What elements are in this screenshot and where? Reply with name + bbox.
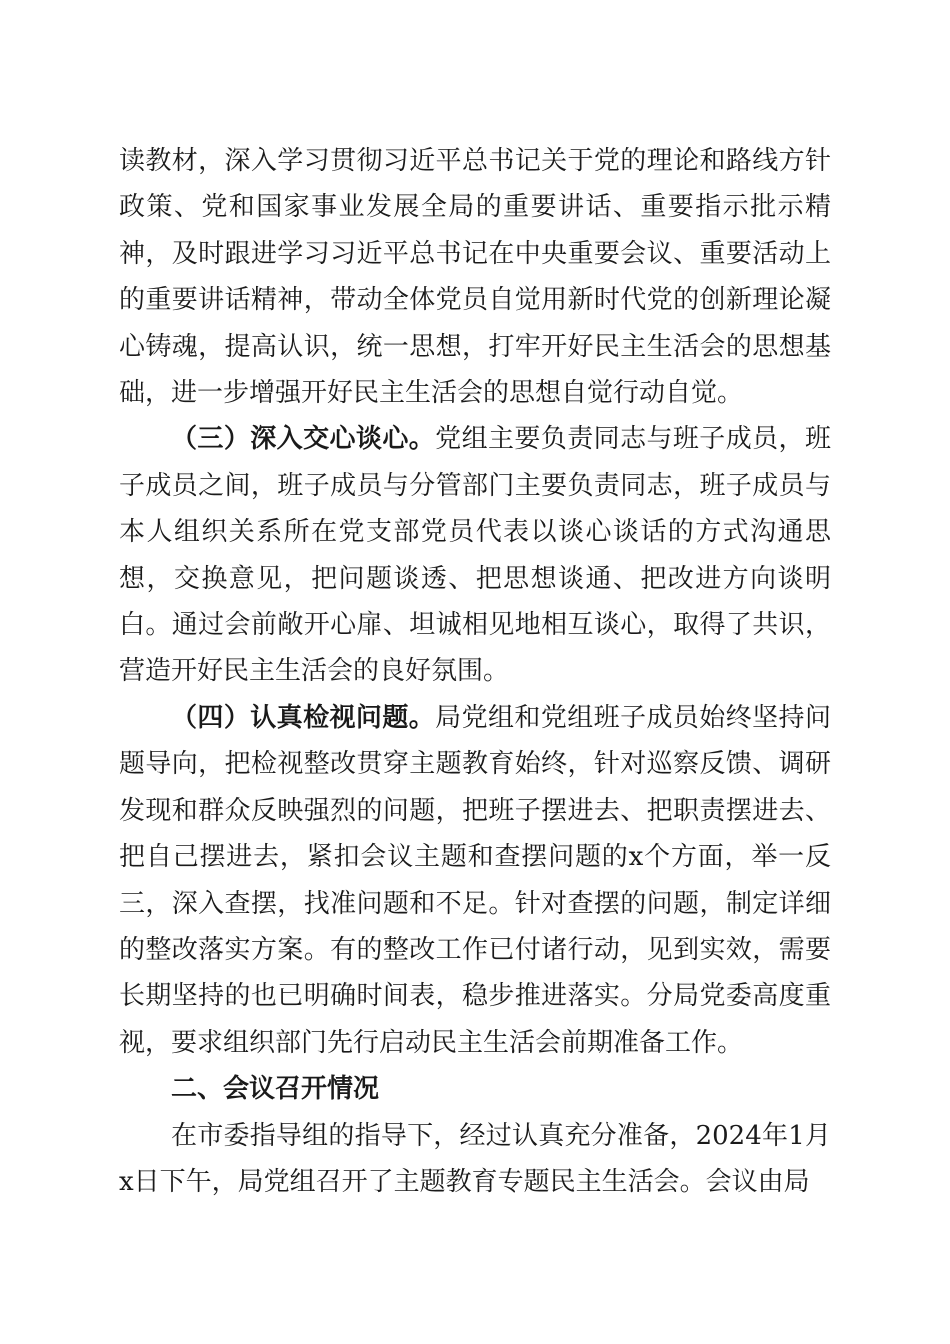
paragraph-lead: （四）认真检视问题。 bbox=[171, 702, 436, 733]
paragraph-text: 局党组和党组班子成员始终坚持问题导向，把检视整改贯穿主题教育始终，针对巡察反馈、调研发现和群众反映强烈的问题，把班子摆进去、把职责摆进去、把自己摆进去，紧扣会议主题和查摆问题的x个方面，举一反三，深入查摆，找准问题和不足。针对查摆的问题，制定详细的整改落实方案。有的整改工作已付诸行动，见到实效，需要长期坚持的也已明确时间表，稳步推进落实。分局党委高度重视，要求组织部门先行启动民主生活会前期准备工作。 bbox=[119, 702, 831, 1058]
paragraph-text: 党组主要负责同志与班子成员，班子成员之间，班子成员与分管部门主要负责同志，班子成员与本人组织关系所在党支部党员代表以谈心谈话的方式沟通思想，交换意见，把问题谈透、把思想谈通、把改进方向谈明白。通过会前敞开心扉、坦诚相见地相互谈心，取得了共识，营造开好民主生活会的良好氛围。 bbox=[119, 424, 831, 687]
paragraph-meeting-held bbox=[119, 1113, 831, 1206]
paragraph-lead: （三）深入交心谈心。 bbox=[171, 424, 436, 455]
paragraph-review-problems bbox=[119, 695, 831, 1066]
paragraph-text: 在市委指导组的指导下，经过认真充分准备，2024年1月x日下午，局党组召开了主题教育专题民主生活会。会议由局 bbox=[119, 1120, 831, 1197]
paragraph-heart-to-heart bbox=[119, 416, 831, 694]
paragraph-study-materials bbox=[119, 138, 831, 416]
document-body bbox=[119, 138, 831, 1205]
paragraph-text: 读教材，深入学习贯彻习近平总书记关于党的理论和路线方针政策、党和国家事业发展全局的重要讲话、重要指示批示精神，及时跟进学习习近平总书记在中央重要会议、重要活动上的重要讲话精神，带动全体党员自觉用新时代党的创新理论凝心铸魂，提高认识，统一思想，打牢开好民主生活会的思想基础，进一步增强开好民主生活会的思想自觉行动自觉。 bbox=[119, 146, 831, 409]
section-heading: 二、会议召开情况 bbox=[171, 1074, 380, 1105]
